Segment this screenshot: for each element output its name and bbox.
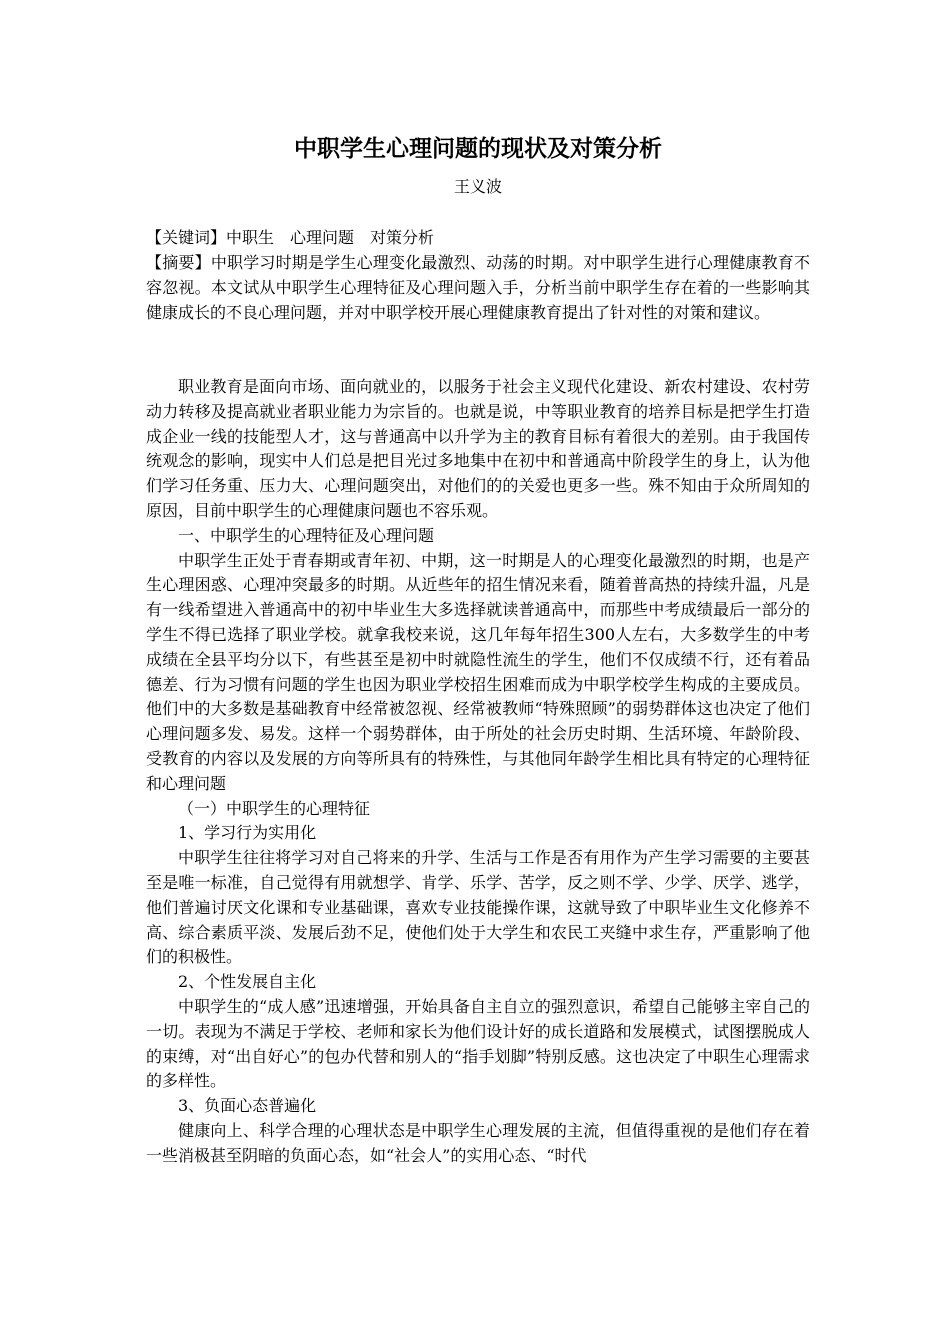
keywords-label: 【关键词】	[146, 228, 227, 247]
item-heading: 3、负面心态普遍化	[178, 1096, 317, 1116]
subsection-heading: （一）中职学生的心理特征	[178, 798, 371, 818]
body-text	[146, 375, 810, 1169]
paragraph: 职业教育是面向市场、面向就业的，以服务于社会主义现代化建设、新农村建设、农村劳动力转移及提高就业者职业能力为宗旨的。也就是说，中等职业教育的培养目标是把学生打造成企业一线的技能型人才，这与普通高中以升学为主的教育目标有着很大的差别。由于我国传统观念的影响，现实中人们总是把目光过多地集中在初中和普通高中阶段学生的身上，认为他们学习任务重、压力大、心理问题突出，对他们的的关爱也更多一些。殊不知由于众所周知的原因，目前中职学生的心理健康问题也不容乐观。	[146, 377, 810, 520]
abstract-label: 【摘要】	[146, 253, 211, 272]
document-title: 中职学生心理问题的现状及对策分析	[294, 135, 662, 162]
document-author: 王义波	[453, 177, 502, 196]
section-heading: 一、中职学生的心理特征及心理问题	[178, 525, 435, 545]
paragraph: 中职学生正处于青春期或青年初、中期，这一时期是人的心理变化最激烈的时期，也是产生心理困惑、心理冲突最多的时期。从近些年的招生情况来看，随着普高热的持续升温，凡是有一线希望进入普通高中的初中毕业生大多选择就读普通高中，而那些中考成绩最后一部分的学生不得已选择了职业学校。就拿我校来说，这几年每年招生300人左右，大多数学生的中考成绩在全县平均分以下，有些甚至是初中时就隐性流生的学生，他们不仅成绩不行，还有着品德差、行为习惯有问题的学生也因为职业学校招生困难而成为中职学校学生构成的主要成员。他们中的大多数是基础教育中经常被忽视、经常被教师“特殊照顾”的弱势群体这也决定了他们心理问题多发、易发。这样一个弱势群体，由于所处的社会历史时期、生活环境、年龄阶段、受教育的内容以及发展的方向等所具有的特殊性，与其他同年龄学生相比具有特定的心理特征和心理问题	[146, 550, 810, 793]
item-heading: 2、个性发展自主化	[178, 972, 317, 992]
keyword-item: 心理问题	[290, 228, 355, 247]
keywords-line	[146, 226, 810, 251]
item-heading: 1、学习行为实用化	[178, 823, 317, 843]
abstract-text: 中职学习时期是学生心理变化最激烈、动荡的时期。对中职学生进行心理健康教育不容忽视。本文试从中职学生心理特征及心理问题入手，分析当前中职学生存在着的一些影响其健康成长的不良心理问题，并对中职学校开展心理健康教育提出了针对性的对策和建议。	[146, 253, 810, 322]
paragraph: 中职学生的“成人感”迅速增强，开始具备自主自立的强烈意识，希望自己能够主宰自己的一切。表现为不满足于学校、老师和家长为他们设计好的成长道路和发展模式，试图摆脱成人的束缚，对“出自好心”的包办代替和别人的“指手划脚”特别反感。这也决定了中职生心理需求的多样性。	[146, 996, 810, 1091]
paragraph: 中职学生往往将学习对自己将来的升学、生活与工作是否有用作为产生学习需要的主要甚至是唯一标准，自己觉得有用就想学、肯学、乐学、苦学，反之则不学、少学、厌学、逃学，他们普遍讨厌文化课和专业基础课，喜欢专业技能操作课，这就导致了中职毕业生文化修养不高、综合素质平淡、发展后劲不足，使他们处于大学生和农民工夹缝中求生存，严重影响了他们的积极性。	[146, 848, 810, 967]
keyword-item: 对策分析	[370, 228, 435, 247]
paragraph: 健康向上、科学合理的心理状态是中职学生心理发展的主流，但值得重视的是他们存在着一些消极甚至阴暗的负面心态，如“社会人”的实用心态、“时代	[146, 1120, 810, 1165]
keyword-item: 中职生	[226, 228, 275, 247]
abstract	[146, 251, 810, 325]
